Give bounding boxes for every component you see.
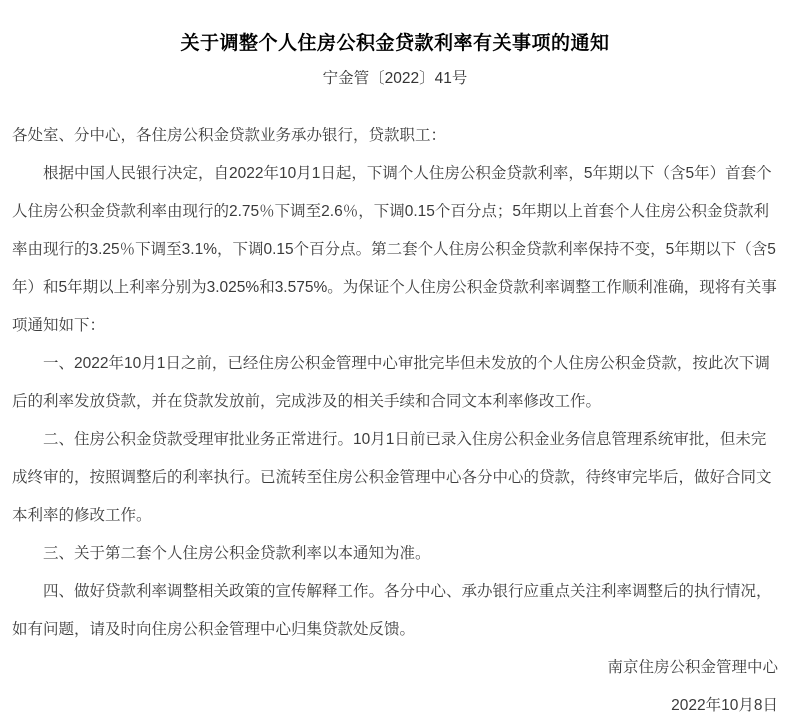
paragraph-item-2: 二、住房公积金贷款受理审批业务正常进行。10月1日前已录入住房公积金业务信息管理系统审批，但未完成终审的，按照调整后的利率执行。已流转至住房公积金管理中心各分中心的贷款，待终审完毕后，做好合同文本利率的修改工作。 xyxy=(12,431,772,524)
document-body xyxy=(0,117,790,725)
signature-date: 2022年10月8日 xyxy=(671,697,778,714)
paragraph-item-4: 四、做好贷款利率调整相关政策的宣传解释工作。各分中心、承办银行应重点关注利率调整后的执行情况，如有问题，请及时向住房公积金管理中心归集贷款处反馈。 xyxy=(12,583,772,638)
paragraph-item-1: 一、2022年10月1日之前，已经住房公积金管理中心审批完毕但未发放的个人住房公积金贷款，按此次下调后的利率发放贷款，并在贷款发放前，完成涉及的相关手续和合同文本利率修改工作。 xyxy=(12,355,770,410)
salutation-line: 各处室、分中心，各住房公积金贷款业务承办银行，贷款职工： xyxy=(12,127,447,144)
doc-number: 宁金管〔2022〕41号 xyxy=(322,70,468,87)
signature-org: 南京住房公积金管理中心 xyxy=(607,659,778,676)
paragraph-item-3: 三、关于第二套个人住房公积金贷款利率以本通知为准。 xyxy=(43,545,431,562)
paragraph-intro: 根据中国人民银行决定，自2022年10月1日起，下调个人住房公积金贷款利率，5年期以下（含5年）首套个人住房公积金贷款利率由现行的2.75％下调至2.6％，下调0.15个百分点；5年期以上首套个人住房公积金贷款利率由现行的3.25％下调至3.1%，下调0.15个百分点。第二套个人住房公积金贷款利率保持不变，5年期以下（含5年）和5年期以上利率分别为3.025%和3.575%。为保证个人住房公积金贷款利率调整工作顺利准确，现将有关事项通知如下： xyxy=(12,165,777,334)
page-title: 关于调整个人住房公积金贷款利率有关事项的通知 xyxy=(180,33,610,54)
